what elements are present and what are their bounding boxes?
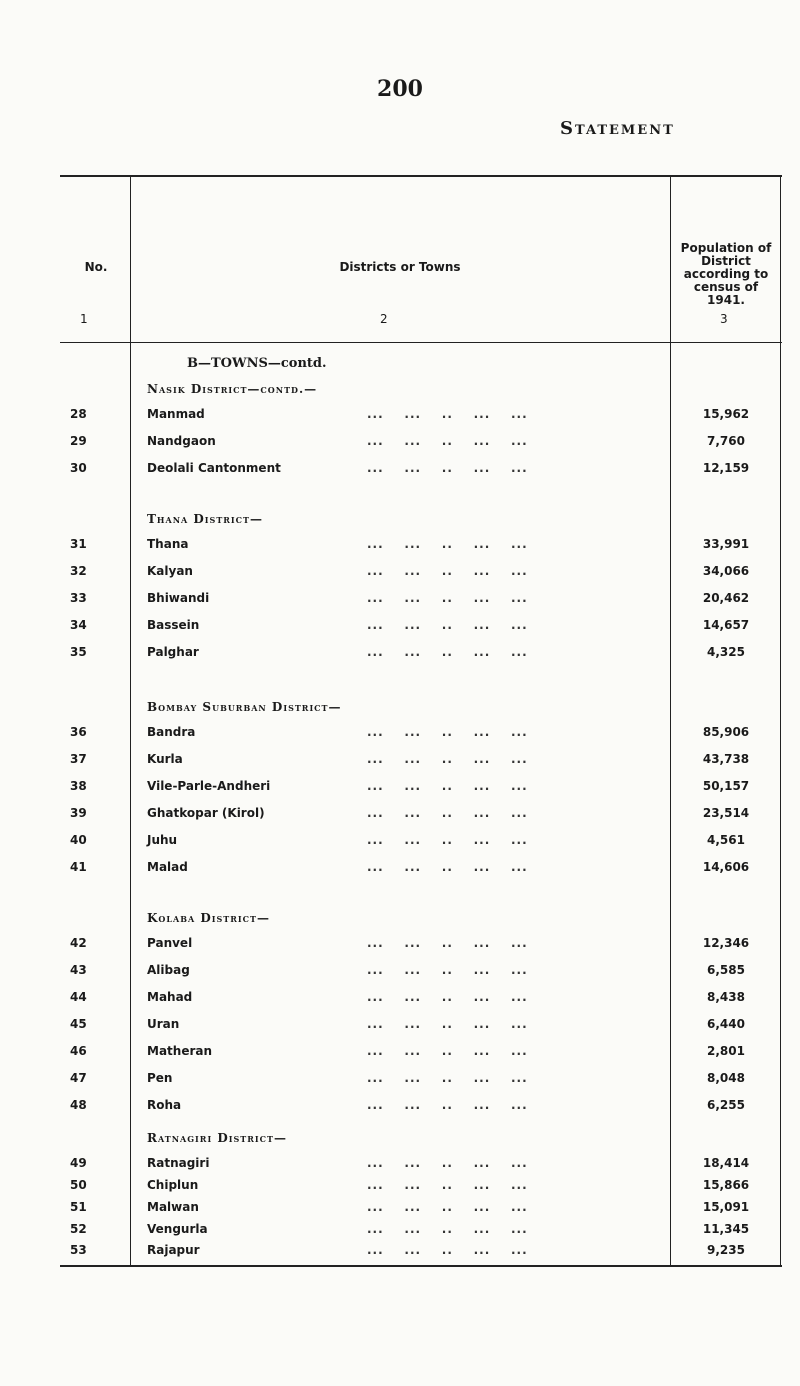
table-row xyxy=(0,1017,800,1039)
column-header-no: No. xyxy=(84,260,108,274)
table-row xyxy=(0,963,800,985)
section-heading: Kolaba District— xyxy=(147,911,270,925)
dot-leader: ... ... .. ... ... xyxy=(367,1243,528,1257)
table-row xyxy=(0,407,800,429)
town-name: Alibag xyxy=(147,963,190,977)
table-row xyxy=(0,1222,800,1244)
row-number: 33 xyxy=(70,591,87,605)
table-row xyxy=(0,833,800,855)
town-name: Bandra xyxy=(147,725,196,739)
population-value: 85,906 xyxy=(702,725,750,739)
dot-leader: ... ... .. ... ... xyxy=(367,1071,528,1085)
population-value: 14,606 xyxy=(702,860,750,874)
row-number: 52 xyxy=(70,1222,87,1236)
population-value: 43,738 xyxy=(702,752,750,766)
table-row xyxy=(0,1156,800,1178)
row-number: 44 xyxy=(70,990,87,1004)
table-row xyxy=(0,645,800,667)
table-row xyxy=(0,1200,800,1222)
town-name: Chiplun xyxy=(147,1178,199,1192)
row-number: 35 xyxy=(70,645,87,659)
town-name: Malad xyxy=(147,860,188,874)
population-value: 11,345 xyxy=(702,1222,750,1236)
row-number: 28 xyxy=(70,407,87,421)
table-row xyxy=(0,461,800,483)
population-value: 12,346 xyxy=(702,936,750,950)
population-value: 50,157 xyxy=(702,779,750,793)
dot-leader: ... ... .. ... ... xyxy=(367,645,528,659)
population-value: 15,962 xyxy=(702,407,750,421)
row-number: 32 xyxy=(70,564,87,578)
population-value: 8,048 xyxy=(707,1071,745,1085)
section-heading: Bombay Suburban District— xyxy=(147,700,342,714)
population-value: 20,462 xyxy=(702,591,750,605)
table-row xyxy=(0,936,800,958)
population-value: 12,159 xyxy=(702,461,750,475)
column-header-districts: Districts or Towns xyxy=(339,260,461,274)
table-row xyxy=(0,618,800,640)
column-index-population: 3 xyxy=(720,312,728,326)
town-name: Pen xyxy=(147,1071,173,1085)
row-number: 30 xyxy=(70,461,87,475)
town-name: Rajapur xyxy=(147,1243,200,1257)
column-index-no: 1 xyxy=(80,312,88,326)
town-name: Matheran xyxy=(147,1044,213,1058)
population-value: 6,255 xyxy=(707,1098,745,1112)
row-number: 46 xyxy=(70,1044,87,1058)
row-number: 43 xyxy=(70,963,87,977)
table-row xyxy=(0,591,800,613)
dot-leader: ... ... .. ... ... xyxy=(367,806,528,820)
town-name: Nandgaon xyxy=(147,434,216,448)
section-heading: Ratnagiri District— xyxy=(147,1131,287,1145)
dot-leader: ... ... .. ... ... xyxy=(367,591,528,605)
row-number: 45 xyxy=(70,1017,87,1031)
row-number: 39 xyxy=(70,806,87,820)
table-row xyxy=(0,752,800,774)
header-rule xyxy=(60,342,782,343)
page-number: 200 xyxy=(377,76,423,102)
row-number: 50 xyxy=(70,1178,87,1192)
row-number: 38 xyxy=(70,779,87,793)
table-row xyxy=(0,1071,800,1093)
row-number: 34 xyxy=(70,618,87,632)
town-name: Vengurla xyxy=(147,1222,208,1236)
table-row xyxy=(0,1178,800,1200)
town-name: Kurla xyxy=(147,752,183,766)
row-number: 48 xyxy=(70,1098,87,1112)
dot-leader: ... ... .. ... ... xyxy=(367,1017,528,1031)
dot-leader: ... ... .. ... ... xyxy=(367,1200,528,1214)
population-value: 8,438 xyxy=(707,990,745,1004)
column-header-population: Population of District according to census of 1941. xyxy=(680,241,772,307)
table-row xyxy=(0,1044,800,1066)
row-number: 42 xyxy=(70,936,87,950)
dot-leader: ... ... .. ... ... xyxy=(367,618,528,632)
town-name: Kalyan xyxy=(147,564,193,578)
row-number: 49 xyxy=(70,1156,87,1170)
population-value: 18,414 xyxy=(702,1156,750,1170)
table-row xyxy=(0,1098,800,1120)
town-name: Uran xyxy=(147,1017,180,1031)
page-heading: Statement xyxy=(560,118,675,139)
table-row xyxy=(0,1243,800,1265)
dot-leader: ... ... .. ... ... xyxy=(367,752,528,766)
row-number: 41 xyxy=(70,860,87,874)
town-name: Roha xyxy=(147,1098,182,1112)
population-value: 15,091 xyxy=(702,1200,750,1214)
population-value: 9,235 xyxy=(707,1243,745,1257)
table-row xyxy=(0,990,800,1012)
dot-leader: ... ... .. ... ... xyxy=(367,564,528,578)
row-number: 40 xyxy=(70,833,87,847)
population-value: 6,440 xyxy=(707,1017,745,1031)
row-number: 31 xyxy=(70,537,87,551)
town-name: Vile-Parle-Andheri xyxy=(147,779,271,793)
dot-leader: ... ... .. ... ... xyxy=(367,407,528,421)
table-row xyxy=(0,806,800,828)
town-name: Manmad xyxy=(147,407,205,421)
table-row xyxy=(0,434,800,456)
dot-leader: ... ... .. ... ... xyxy=(367,1098,528,1112)
table-subtitle: B—TOWNS—contd. xyxy=(187,356,327,371)
dot-leader: ... ... .. ... ... xyxy=(367,990,528,1004)
population-value: 4,325 xyxy=(707,645,745,659)
dot-leader: ... ... .. ... ... xyxy=(367,725,528,739)
row-number: 47 xyxy=(70,1071,87,1085)
population-value: 23,514 xyxy=(702,806,750,820)
column-index-districts: 2 xyxy=(380,312,388,326)
population-value: 2,801 xyxy=(707,1044,745,1058)
town-name: Bassein xyxy=(147,618,200,632)
town-name: Ratnagiri xyxy=(147,1156,210,1170)
row-number: 53 xyxy=(70,1243,87,1257)
population-value: 33,991 xyxy=(702,537,750,551)
population-value: 15,866 xyxy=(702,1178,750,1192)
town-name: Deolali Cantonment xyxy=(147,461,281,475)
table-row xyxy=(0,537,800,559)
row-number: 29 xyxy=(70,434,87,448)
row-number: 37 xyxy=(70,752,87,766)
town-name: Bhiwandi xyxy=(147,591,210,605)
bottom-rule xyxy=(60,1265,782,1267)
table-row xyxy=(0,860,800,882)
table-row xyxy=(0,564,800,586)
town-name: Mahad xyxy=(147,990,193,1004)
dot-leader: ... ... .. ... ... xyxy=(367,833,528,847)
dot-leader: ... ... .. ... ... xyxy=(367,1044,528,1058)
dot-leader: ... ... .. ... ... xyxy=(367,779,528,793)
row-number: 36 xyxy=(70,725,87,739)
table-row xyxy=(0,779,800,801)
section-heading: Thana District— xyxy=(147,512,263,526)
population-value: 34,066 xyxy=(702,564,750,578)
population-value: 4,561 xyxy=(707,833,745,847)
town-name: Panvel xyxy=(147,936,193,950)
dot-leader: ... ... .. ... ... xyxy=(367,860,528,874)
dot-leader: ... ... .. ... ... xyxy=(367,1156,528,1170)
population-value: 14,657 xyxy=(702,618,750,632)
table-row xyxy=(0,725,800,747)
top-rule xyxy=(60,175,782,177)
town-name: Ghatkopar (Kirol) xyxy=(147,806,265,820)
dot-leader: ... ... .. ... ... xyxy=(367,1178,528,1192)
town-name: Palghar xyxy=(147,645,199,659)
dot-leader: ... ... .. ... ... xyxy=(367,963,528,977)
population-value: 6,585 xyxy=(707,963,745,977)
row-number: 51 xyxy=(70,1200,87,1214)
town-name: Malwan xyxy=(147,1200,199,1214)
population-value: 7,760 xyxy=(707,434,745,448)
section-heading: Nasik District—contd.— xyxy=(147,382,318,396)
dot-leader: ... ... .. ... ... xyxy=(367,434,528,448)
town-name: Juhu xyxy=(147,833,178,847)
dot-leader: ... ... .. ... ... xyxy=(367,936,528,950)
dot-leader: ... ... .. ... ... xyxy=(367,461,528,475)
dot-leader: ... ... .. ... ... xyxy=(367,537,528,551)
dot-leader: ... ... .. ... ... xyxy=(367,1222,528,1236)
town-name: Thana xyxy=(147,537,189,551)
